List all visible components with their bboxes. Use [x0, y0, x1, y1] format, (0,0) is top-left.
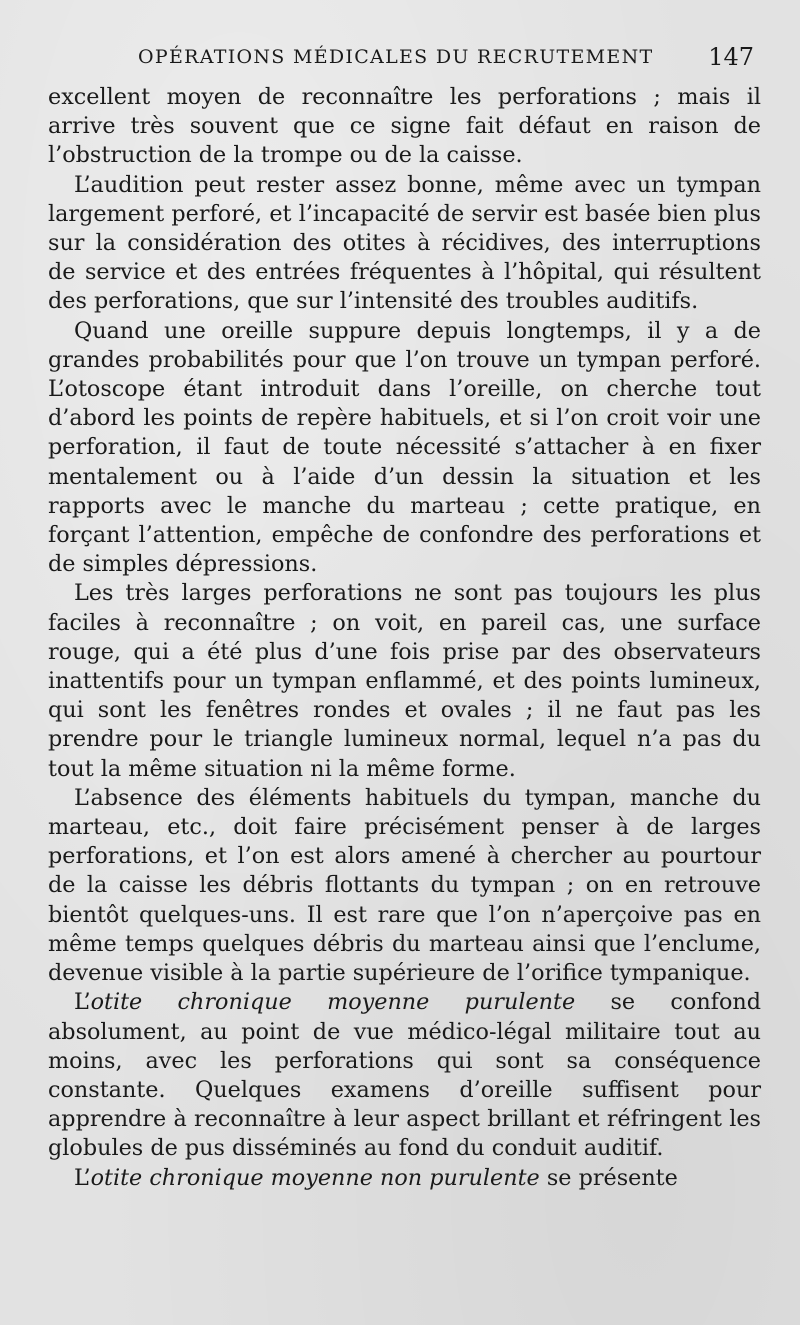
paragraph-7: L’otite chronique moyenne non purulente se présente	[74, 1164, 678, 1191]
page-number: 147	[708, 43, 754, 71]
paragraph-3: Quand une oreille suppure depuis longtemps, il y a de grandes probabilités pour que l’on trouve un tympan perforé. L’otoscope étant introduit dans l’oreille, on cherche tout d’abord les points de repère habituels, et si l’on croit voir une perforation, il faut de toute nécessité s’attacher à en fixer mentalement ou à l’aide d’un dessin la situation et les rapports avec le manche du marteau ; cette pratique, en forçant l’attention, empêche de confondre des perforations et de simples dépressions.	[48, 317, 761, 578]
body-text	[48, 83, 761, 1193]
paragraph-2: L’audition peut rester assez bonne, même avec un tympan largement perforé, et l’incapacité de servir est basée bien plus sur la considération des otites à récidives, des interruptions de service et des entrées fréquentes à l’hôpital, qui résultent des perforations, que sur l’intensité des troubles auditifs.	[48, 171, 761, 315]
italic-term: otite chronique moyenne non purulente	[90, 1164, 540, 1191]
paragraph-5: L’absence des éléments habituels du tympan, manche du marteau, etc., doit faire précisément penser à de larges perforations, et l’on est alors amené à chercher au pourtour de la caisse les débris flottants du tympan ; on en retrouve bientôt quelques-uns. Il est rare que l’on n’aperçoive pas en même temps quelques débris du marteau ainsi que l’enclume, devenue visible à la partie supérieure de l’orifice tympanique.	[48, 784, 761, 987]
running-title: OPÉRATIONS MÉDICALES DU RECRUTEMENT	[138, 46, 654, 68]
paragraph-1: excellent moyen de reconnaître les perforations ; mais il arrive très souvent que ce signe fait défaut en raison de l’obstruction de la trompe ou de la caisse.	[48, 84, 761, 169]
running-head	[48, 40, 760, 74]
paragraph-4: Les très larges perforations ne sont pas toujours les plus faciles à reconnaître ; on voit, en pareil cas, une surface rouge, qui a été plus d’une fois prise par des observateurs inattentifs pour un tympan enflammé, et des points lumineux, qui sont les fenêtres rondes et ovales ; il ne faut pas les prendre pour le triangle lumineux normal, lequel n’a pas du tout la même situation ni la même forme.	[48, 580, 761, 782]
italic-term: otite chronique moyenne purulente	[90, 989, 576, 1016]
paragraph-6: L’otite chronique moyenne purulente se confond absolument, au point de vue médico-légal militaire tout au moins, avec les perforations qui sont sa conséquence constante. Quelques examens d’oreille suffisent pour apprendre à reconnaître à leur aspect brillant et réfringent les globules de pus disséminés au fond du conduit auditif.	[48, 989, 761, 1162]
